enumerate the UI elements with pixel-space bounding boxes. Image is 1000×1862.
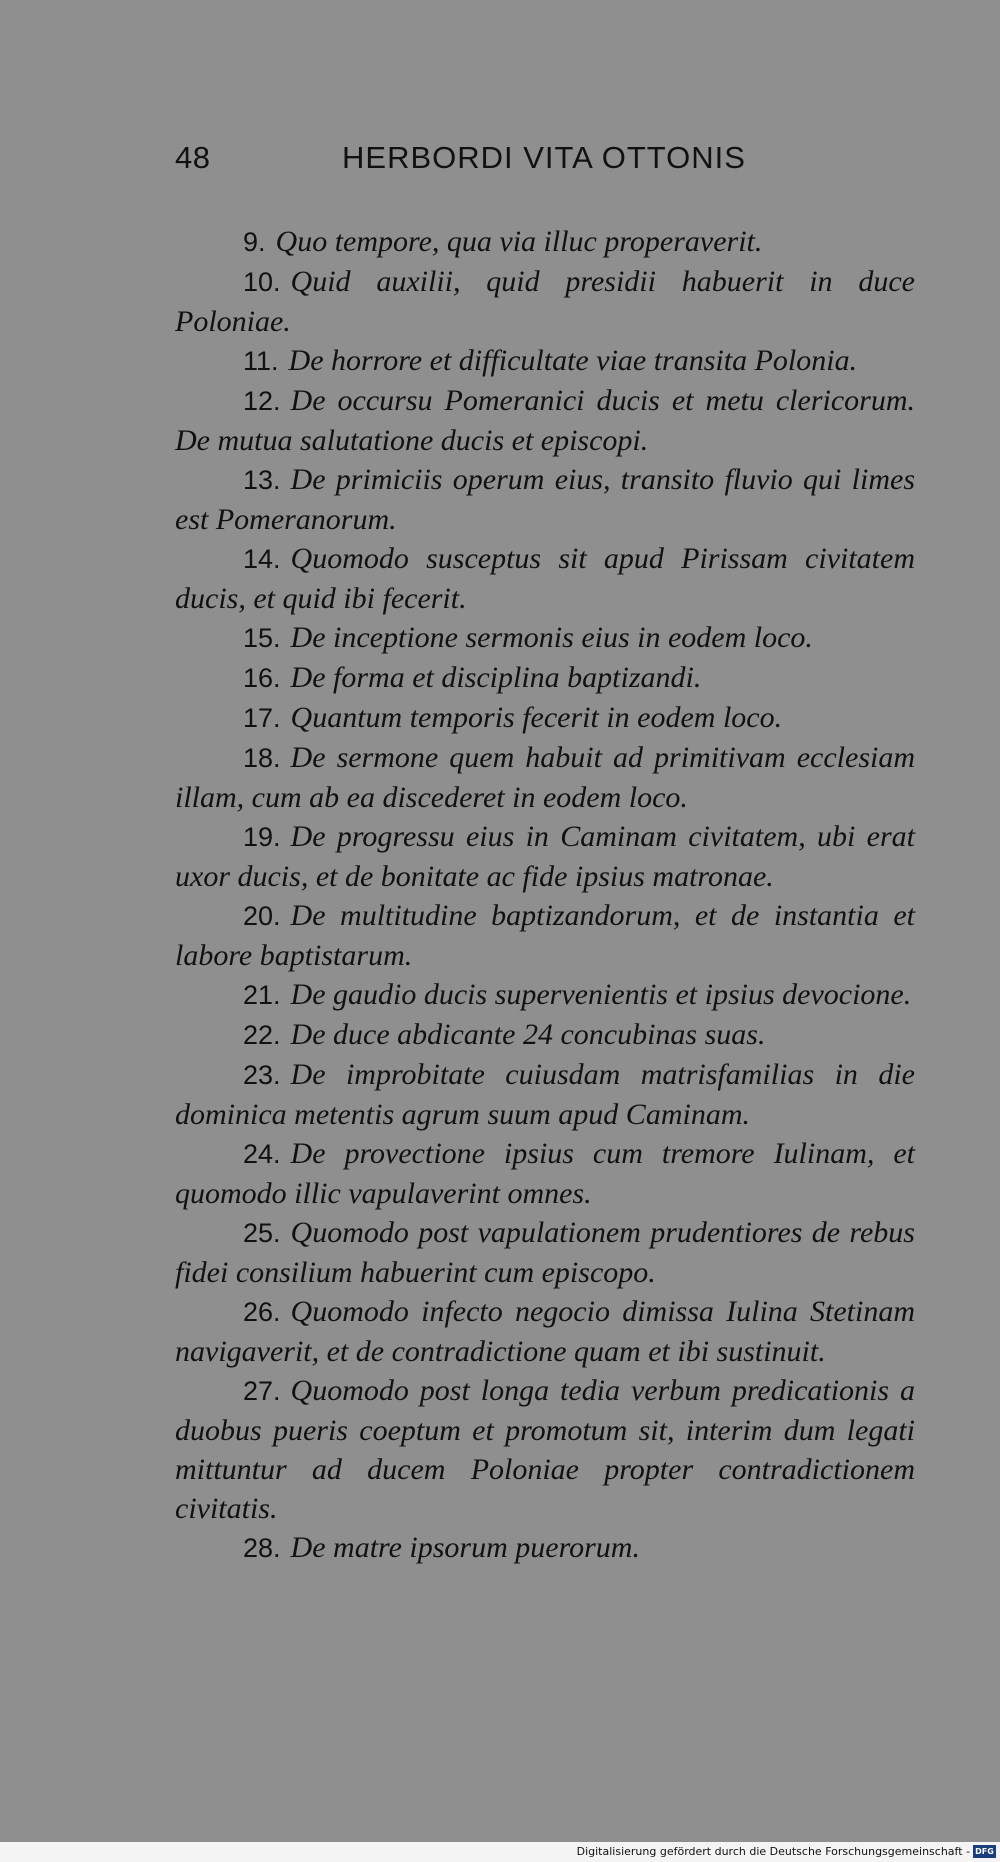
entry-number: 23. (243, 1060, 281, 1090)
entry-text: De primiciis operum eius, transito fluvio qui limes est Pomeranorum. (175, 463, 915, 536)
entry-number: 17. (243, 703, 281, 733)
entry-text: De sermone quem habuit ad primitivam ecclesiam illam, cum ab ea discederet in eodem loco. (175, 741, 915, 814)
entry-number: 25. (243, 1218, 281, 1248)
entry-text: De forma et disciplina baptizandi. (290, 661, 702, 694)
entry-text: De provectione ipsius cum tremore Iulinam, et quomodo illic vapulaverint omnes. (175, 1137, 915, 1210)
page-number: 48 (175, 140, 211, 175)
entry-number: 16. (243, 663, 281, 693)
entry-number: 10. (243, 267, 281, 297)
list-item (175, 1528, 915, 1568)
entry-number: 28. (243, 1533, 281, 1563)
list-item (175, 222, 915, 262)
digitization-footer (0, 1842, 1000, 1862)
list-item (175, 658, 915, 698)
list-item (175, 1292, 915, 1371)
list-item (175, 618, 915, 658)
entry-number: 19. (243, 822, 281, 852)
entry-text: De duce abdicante 24 concubinas suas. (290, 1018, 766, 1051)
list-item (175, 1055, 915, 1134)
list-item (175, 738, 915, 817)
entry-text: De improbitate cuiusdam matrisfamilias in die dominica metentis agrum suum apud Caminam. (175, 1058, 915, 1131)
entry-number: 24. (243, 1139, 281, 1169)
entry-number: 15. (243, 623, 281, 653)
entry-text: De occursu Pomeranici ducis et metu clericorum. De mutua salutatione ducis et episcopi. (175, 384, 915, 457)
entry-number: 13. (243, 465, 281, 495)
entry-text: Quomodo susceptus sit apud Pirissam civitatem ducis, et quid ibi fecerit. (175, 542, 915, 615)
entry-text: De progressu eius in Caminam civitatem, ubi erat uxor ducis, et de bonitate ac fide ipsius matronae. (175, 820, 915, 893)
entry-text: Quo tempore, qua via illuc properaverit. (275, 225, 763, 258)
entry-number: 27. (243, 1376, 281, 1406)
list-item (175, 1371, 915, 1528)
list-item (175, 460, 915, 539)
entry-number: 20. (243, 901, 281, 931)
list-item (175, 896, 915, 975)
running-title: HERBORDI VITA OTTONIS (342, 140, 746, 175)
entry-text: De inceptione sermonis eius in eodem loco. (290, 621, 813, 654)
page-header (175, 140, 915, 184)
entry-text: Quomodo infecto negocio dimissa Iulina Stetinam navigaverit, et de contradictione quam et ibi sustinuit. (175, 1295, 915, 1368)
list-item (175, 262, 915, 341)
entry-number: 21. (243, 980, 281, 1010)
list-item (175, 1134, 915, 1213)
entry-number: 22. (243, 1020, 281, 1050)
entry-number: 11. (243, 346, 279, 376)
list-item (175, 975, 915, 1015)
entry-text: Quantum temporis fecerit in eodem loco. (290, 701, 783, 734)
list-item (175, 539, 915, 618)
list-item (175, 381, 915, 460)
chapter-list (175, 222, 915, 1568)
entry-text: Quomodo post longa tedia verbum predicationis a duobus pueris coeptum et promotum sit, interim dum legati mittuntur ad ducem Poloniae propter contradictionem civitatis. (175, 1374, 915, 1525)
entry-text: De gaudio ducis supervenientis et ipsius devocione. (290, 978, 912, 1011)
entry-text: De multitudine baptizandorum, et de instantia et labore baptistarum. (175, 899, 915, 972)
funding-notice: Digitalisierung gefördert durch die Deutsche Forschungsgemeinschaft - (576, 1845, 970, 1858)
dfg-logo: DFG (973, 1845, 996, 1858)
list-item (175, 817, 915, 896)
entry-number: 26. (243, 1297, 281, 1327)
entry-text: Quid auxilii, quid presidii habuerit in duce Poloniae. (175, 265, 915, 338)
list-item (175, 1213, 915, 1292)
list-item (175, 1015, 915, 1055)
list-item (175, 698, 915, 738)
entry-text: Quomodo post vapulationem prudentiores de rebus fidei consilium habuerint cum episcopo. (175, 1216, 915, 1289)
list-item (175, 341, 915, 381)
entry-text: De horrore et difficultate viae transita Polonia. (288, 344, 858, 377)
entry-number: 9. (243, 227, 266, 257)
entry-text: De matre ipsorum puerorum. (290, 1531, 640, 1564)
entry-number: 12. (243, 386, 281, 416)
entry-number: 18. (243, 743, 281, 773)
entry-number: 14. (243, 544, 281, 574)
